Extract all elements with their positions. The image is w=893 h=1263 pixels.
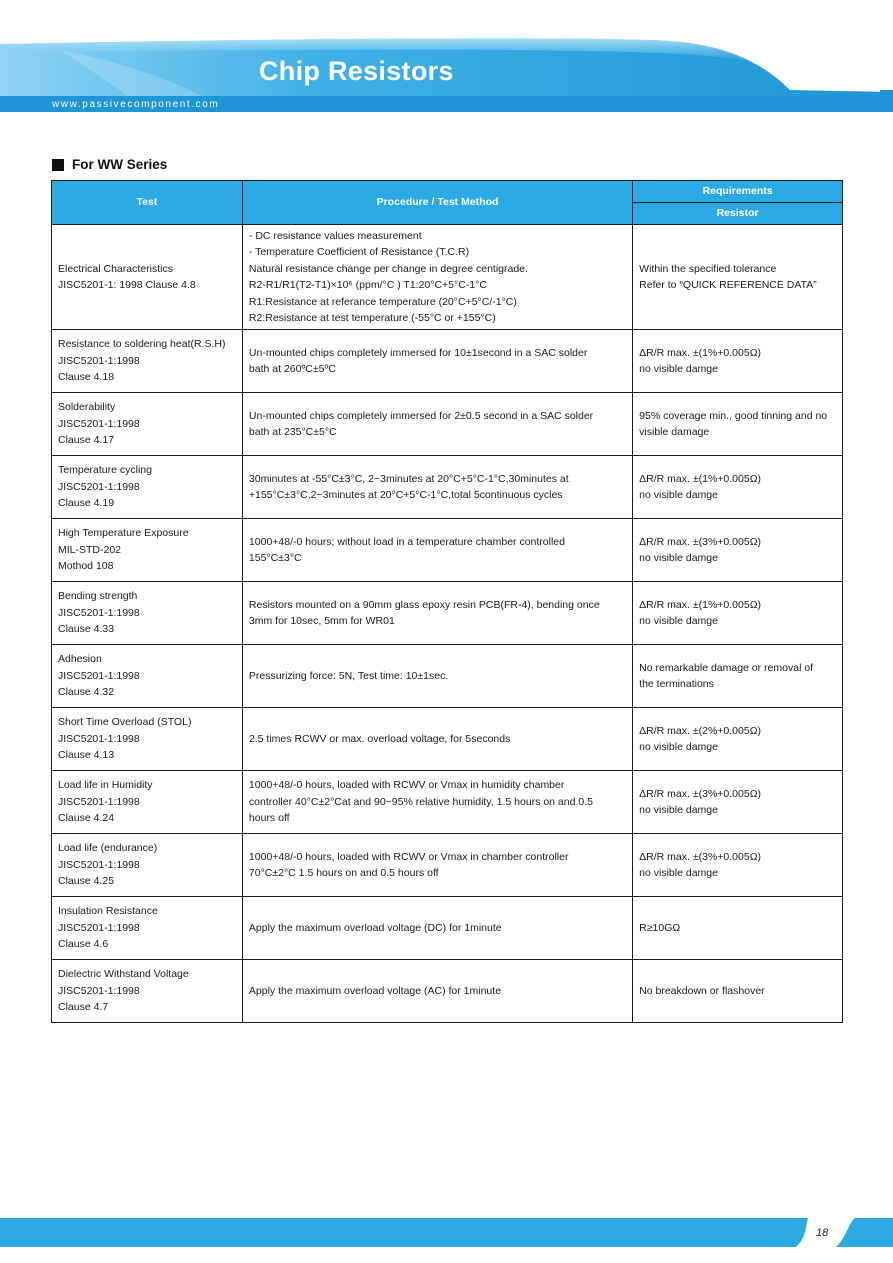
- test-cell-line: Bending strength: [58, 590, 138, 603]
- requirement-cell-line: R≥10GΩ: [639, 921, 681, 934]
- requirement-cell: [633, 582, 843, 645]
- test-cell: [52, 834, 243, 897]
- test-cell-line: Load life in Humidity: [58, 779, 153, 792]
- requirement-cell-line: Within the specified tolerance: [639, 262, 777, 275]
- procedure-cell-line: bath at 235°C±5°C: [248, 426, 337, 438]
- footer-graphic: [0, 1218, 893, 1263]
- requirement-cell-line: no visible damge: [639, 804, 718, 816]
- requirement-cell-line: ΔR/R max. ±(2%+0.005Ω): [639, 724, 762, 737]
- test-cell-line: Clause 4.18: [58, 371, 115, 384]
- test-cell-line: Clause 4.32: [58, 686, 115, 699]
- procedure-cell-line: R2:Resistance at test temperature (-55°C or +155°C): [248, 312, 496, 324]
- table-row: [52, 645, 843, 708]
- procedure-cell-line: Apply the maximum overload voltage (DC) for 1minute: [248, 921, 502, 934]
- requirement-cell-line: no visible damge: [639, 552, 718, 564]
- website-url: www.passivecomponent.com: [52, 99, 220, 110]
- procedure-cell-line: - DC resistance values measurement: [248, 229, 422, 242]
- table-row: [52, 582, 843, 645]
- procedure-cell-line: controller 40°C±2°Cat and 90~95% relative humidity, 1.5 hours on and 0.5: [248, 795, 593, 808]
- test-cell-line: JISC5201-1:1998: [58, 732, 140, 745]
- test-cell-line: Clause 4.33: [58, 623, 115, 636]
- procedure-cell-line: Apply the maximum overload voltage (AC) for 1minute: [248, 984, 502, 997]
- test-cell-line: Electrical Characteristics: [58, 262, 173, 275]
- procedure-cell-line: 70°C±2°C 1.5 hours on and 0.5 hours off: [248, 867, 439, 879]
- header-resistor: Resistor: [633, 203, 843, 225]
- procedure-cell-line: Natural resistance change per change in degree centigrade.: [248, 262, 528, 275]
- table-row: [52, 393, 843, 456]
- procedure-cell-line: 1000+48/-0 hours, loaded with RCWV or Vmax in humidity chamber: [248, 779, 565, 792]
- procedure-cell-line: 30minutes at -55°C±3°C, 2~3minutes at 20°C+5°C-1°C,30minutes at: [248, 472, 569, 485]
- test-cell-line: JISC5201-1:1998: [58, 669, 140, 682]
- requirement-cell: [633, 960, 843, 1023]
- procedure-cell-line: 3mm for 10sec, 5mm for WR01: [248, 615, 395, 627]
- procedure-cell-line: R1:Resistance at referance temperature (20°C+5°C/-1°C): [248, 295, 517, 308]
- test-cell-line: Load life (endurance): [58, 842, 158, 855]
- table-row: [52, 456, 843, 519]
- requirement-cell-line: ΔR/R max. ±(1%+0.005Ω): [639, 472, 762, 485]
- test-cell-line: JISC5201-1:1998: [58, 606, 140, 619]
- requirement-cell: [633, 225, 843, 330]
- procedure-cell-line: 1000+48/-0 hours; without load in a temperature chamber controlled: [248, 535, 565, 548]
- procedure-cell-line: Pressurizing force: 5N, Test time: 10±1sec.: [248, 669, 449, 682]
- test-cell-line: Solderability: [58, 401, 116, 414]
- requirement-cell: [633, 645, 843, 708]
- procedure-cell-line: Un-mounted chips completely immersed for 10±1second in a SAC solder: [248, 346, 588, 359]
- test-cell-line: Insulation Resistance: [58, 905, 158, 918]
- test-cell-line: High Temperature Exposure: [58, 527, 189, 540]
- requirement-cell: [633, 456, 843, 519]
- requirement-cell: [633, 393, 843, 456]
- requirement-cell-line: No remarkable damage or removal of: [639, 661, 814, 674]
- requirement-cell: [633, 330, 843, 393]
- requirement-cell-line: ΔR/R max. ±(1%+0.005Ω): [639, 346, 762, 359]
- procedure-cell-line: Resistors mounted on a 90mm glass epoxy resin PCB(FR-4), bending once: [248, 598, 600, 611]
- header-procedure: Procedure / Test Method: [242, 181, 632, 225]
- procedure-cell-line: 1000+48/-0 hours, loaded with RCWV or Vmax in chamber controller: [248, 850, 569, 863]
- test-specification-table: [51, 180, 843, 1023]
- procedure-cell-line: 155°C±3°C: [248, 552, 302, 564]
- test-cell-line: Clause 4.7: [58, 1001, 109, 1014]
- test-cell-line: JISC5201-1:1998: [58, 921, 140, 934]
- table-row: [52, 897, 843, 960]
- table-row: [52, 960, 843, 1023]
- test-cell: [52, 708, 243, 771]
- table-row: [52, 834, 843, 897]
- procedure-cell-line: - Temperature Coefficient of Resistance (T.C.R): [248, 246, 470, 258]
- test-cell: [52, 393, 243, 456]
- page-title: Chip Resistors: [259, 56, 454, 86]
- requirement-cell: [633, 519, 843, 582]
- test-cell-line: Clause 4.6: [58, 938, 109, 951]
- header-banner: [0, 0, 893, 112]
- test-cell-line: Short Time Overload (STOL): [58, 716, 192, 729]
- requirement-cell: [633, 771, 843, 834]
- test-cell-line: Clause 4.19: [58, 497, 115, 510]
- test-cell: [52, 519, 243, 582]
- section-title: For WW Series: [72, 157, 168, 172]
- table-row: [52, 708, 843, 771]
- test-cell: [52, 330, 243, 393]
- procedure-cell: [242, 393, 632, 456]
- procedure-cell-line: bath at 260ºC±5ºC: [248, 363, 336, 375]
- requirement-cell: [633, 708, 843, 771]
- test-cell-line: Clause 4.13: [58, 749, 115, 762]
- test-cell-line: Clause 4.24: [58, 812, 115, 825]
- test-cell: [52, 771, 243, 834]
- table-row: [52, 771, 843, 834]
- procedure-cell: [242, 897, 632, 960]
- requirement-cell-line: no visible damge: [639, 615, 718, 627]
- procedure-cell-line: R2-R1/R1(T2-T1)×10⁶ (ppm/°C ) T1:20°C+5°C-1°C: [248, 279, 487, 291]
- procedure-cell: [242, 456, 632, 519]
- table-row: [52, 225, 843, 330]
- header-requirements: Requirements: [633, 181, 843, 203]
- procedure-cell-line: 2.5 times RCWV or max. overload voltage, for 5seconds: [248, 732, 511, 745]
- requirement-cell-line: no visible damge: [639, 867, 718, 879]
- test-cell-line: JISC5201-1:1998: [58, 480, 140, 493]
- requirement-cell-line: ΔR/R max. ±(3%+0.005Ω): [639, 535, 762, 548]
- test-cell-line: JISC5201-1: 1998 Clause 4.8: [58, 279, 196, 291]
- test-cell: [52, 645, 243, 708]
- requirement-cell-line: ΔR/R max. ±(3%+0.005Ω): [639, 850, 762, 863]
- requirement-cell-line: no visible damge: [639, 741, 718, 753]
- requirement-cell: [633, 897, 843, 960]
- requirement-cell-line: visible damage: [639, 426, 710, 438]
- test-cell: [52, 582, 243, 645]
- procedure-cell: [242, 834, 632, 897]
- table-row: [52, 330, 843, 393]
- test-cell-line: Clause 4.25: [58, 875, 115, 888]
- page-number: 18: [816, 1227, 829, 1239]
- test-cell-line: Resistance to soldering heat(R.S.H): [58, 338, 226, 351]
- test-cell-line: MIL-STD-202: [58, 543, 122, 556]
- procedure-cell-line: +155°C±3°C,2~3minutes at 20°C+5°C-1°C,total 5continuous cycles: [248, 489, 563, 501]
- requirement-cell-line: No breakdown or flashover: [639, 984, 765, 997]
- test-cell: [52, 960, 243, 1023]
- requirement-cell-line: no visible damge: [639, 363, 718, 375]
- test-cell: [52, 456, 243, 519]
- requirement-cell-line: the terminations: [639, 678, 714, 690]
- procedure-cell: [242, 330, 632, 393]
- test-cell-line: Clause 4.17: [58, 434, 115, 447]
- table-row: [52, 519, 843, 582]
- requirement-cell: [633, 834, 843, 897]
- square-bullet-icon: [52, 159, 64, 171]
- header-test: Test: [52, 181, 243, 225]
- test-cell-line: JISC5201-1:1998: [58, 417, 140, 430]
- procedure-cell-line: hours off: [248, 812, 290, 825]
- procedure-cell: [242, 645, 632, 708]
- test-cell-line: Adhesion: [58, 653, 102, 666]
- procedure-cell: [242, 960, 632, 1023]
- procedure-cell: [242, 582, 632, 645]
- section-heading: [52, 157, 167, 172]
- test-cell: [52, 225, 243, 330]
- requirement-cell-line: 95% coverage min., good tinning and no: [639, 409, 828, 422]
- test-cell-line: JISC5201-1:1998: [58, 795, 140, 808]
- requirement-cell-line: ΔR/R max. ±(1%+0.005Ω): [639, 598, 762, 611]
- procedure-cell: [242, 519, 632, 582]
- test-cell-line: Mothod 108: [58, 560, 114, 573]
- procedure-cell: [242, 225, 632, 330]
- test-cell-line: Temperature cycling: [58, 464, 152, 477]
- footer-band: [0, 1218, 893, 1263]
- test-cell-line: JISC5201-1:1998: [58, 354, 140, 367]
- test-cell-line: Dielectric Withstand Voltage: [58, 968, 189, 981]
- test-cell-line: JISC5201-1:1998: [58, 858, 140, 871]
- requirement-cell-line: no visible damge: [639, 489, 718, 501]
- test-cell-line: JISC5201-1:1998: [58, 984, 140, 997]
- requirement-cell-line: ΔR/R max. ±(3%+0.005Ω): [639, 787, 762, 800]
- procedure-cell-line: Un-mounted chips completely immersed for 2±0.5 second in a SAC solder: [248, 409, 594, 422]
- test-cell: [52, 897, 243, 960]
- requirement-cell-line: Refer to “QUICK REFERENCE DATA”: [639, 279, 817, 291]
- procedure-cell: [242, 771, 632, 834]
- procedure-cell: [242, 708, 632, 771]
